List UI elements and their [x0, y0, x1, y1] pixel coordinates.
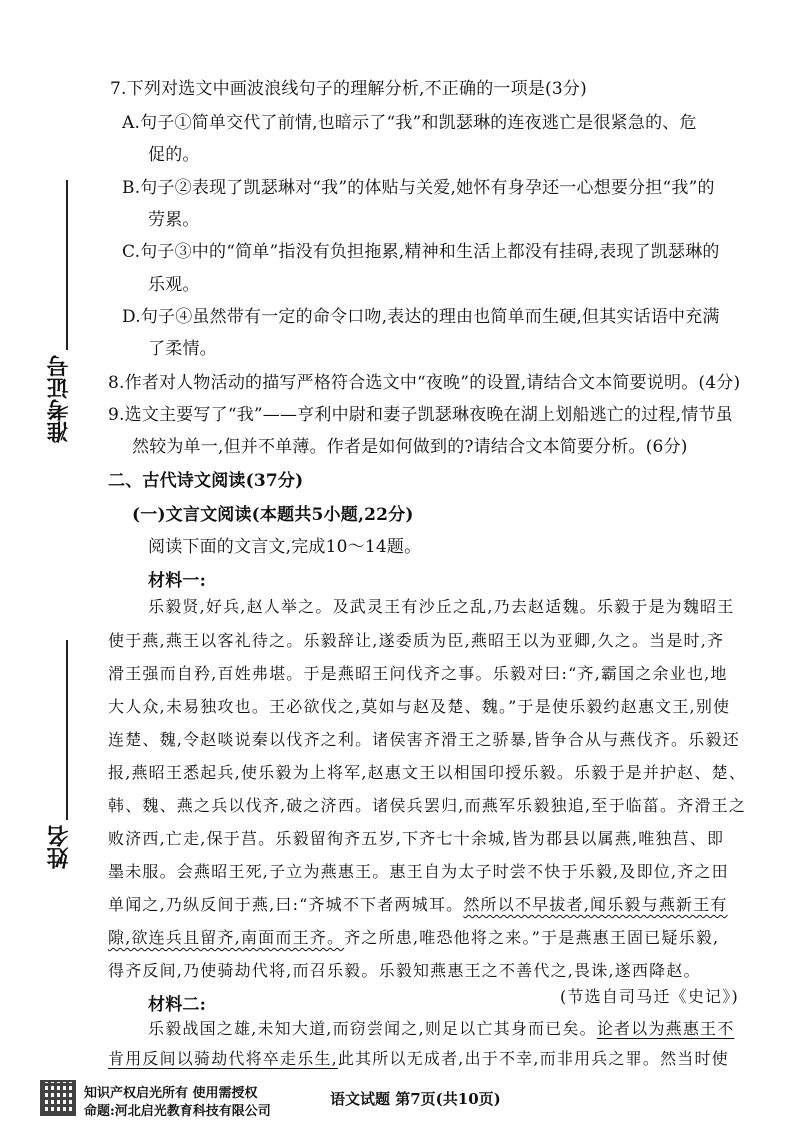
exam-id-label: 准考证号 [47, 355, 72, 443]
q8: 8.作者对人物活动的描写严格符合选文中“夜晚”的设置,请结合文本简要说明。(4分) [108, 373, 741, 393]
q7-option-a-line1: A.句子①简单交代了前情,也暗示了“我”和凯瑟琳的连夜逃亡是很紧急的、危 [122, 113, 697, 133]
exam-id-line [66, 180, 68, 350]
section2-instruction: 阅读下面的文言文,完成10～14题。 [148, 537, 422, 557]
wavy-underlined-sentence: 然所以不早拔者,闻乐毅与燕新王有 [463, 895, 728, 914]
material1-line: 得齐反间,乃使骑劫代将,而召乐毅。乐毅知燕惠王之不善代之,畏诛,遂西降赵。 [108, 961, 701, 980]
wavy-underlined-sentence: 隙,欲连兵且留齐,南面而王齐。 [108, 928, 345, 947]
material1-line [108, 892, 728, 915]
material2-line [148, 1016, 734, 1039]
material1-line: 报,燕昭王悉起兵,使乐毅为上将军,赵惠文王以相国印授乐毅。乐毅于是并护赵、楚、 [108, 763, 747, 782]
material1-source: (节选自司马迁《史记》) [560, 987, 739, 1006]
material1-line: 滑王强而自矜,百姓弗堪。于是燕昭王问伐齐之事。乐毅对曰:“齐,霸国之余业也,地 [108, 664, 728, 683]
q7-option-d-line2: 了柔情。 [148, 339, 217, 359]
material2-title: 材料二: [148, 995, 207, 1015]
underlined-sentence: 肯用反间以骑劫代将卒走乐生, [108, 1049, 338, 1068]
q7-option-a-line2: 促的。 [148, 145, 200, 165]
q9-line2: 然较为单一,但并不单薄。作者是如何做到的?请结合文本简要分析。(6分) [132, 437, 688, 457]
q7-option-c-line2: 乐观。 [148, 275, 200, 295]
material2-text: 此其所以无成者,出于不幸,而非用兵之罪。然当时使 [337, 1049, 729, 1068]
footer-copyright: 知识产权启光所有 使用需授权 [84, 1086, 258, 1101]
material1-text: 单闻之,乃纵反间于燕,曰:“齐城不下者两城耳。 [108, 895, 464, 914]
material1-title: 材料一: [148, 571, 207, 591]
q7-option-b-line1: B.句子②表现了凯瑟琳对“我”的体贴与关爱,她怀有身孕还一心想要分担“我”的 [122, 178, 715, 198]
material1-line: 大人众,未易独攻也。王必欲伐之,莫如与赵及楚、魏。”于是使乐毅约赵惠文王,别使 [108, 697, 731, 716]
material1-line: 乐毅贤,好兵,赵人举之。及武灵王有沙丘之乱,乃去赵适魏。乐毅于是为魏昭王 [148, 597, 735, 616]
name-label: 姓名 [47, 825, 72, 869]
section2-subtitle: (一)文言文阅读(本题共5小题,22分) [132, 505, 414, 525]
q7-option-d-line1: D.句子④虽然带有一定的命令口吻,表达的理由也简单而生硬,但其实话语中充满 [122, 307, 720, 327]
q7-option-b-line2: 劳累。 [148, 210, 200, 230]
footer-publisher: 命题:河北启光教育科技有限公司 [84, 1104, 271, 1119]
section2-title: 二、古代诗文阅读(37分) [108, 471, 304, 491]
material1-line: 连楚、魏,令赵啖说秦以伐齐之利。诸侯害齐滑王之骄暴,皆争合从与燕伐齐。乐毅还 [108, 730, 740, 749]
material1-line: 败济西,亡走,保于莒。乐毅留徇齐五岁,下齐七十余城,皆为郡县以属燕,唯独莒、即 [108, 829, 725, 848]
underlined-sentence: 论者以为燕惠王不 [596, 1019, 735, 1038]
qr-code-icon [40, 1080, 76, 1116]
material1-text: 齐之所患,唯恐他将之来。”于是燕惠王固已疑乐毅, [344, 928, 720, 947]
material1-line [108, 925, 719, 948]
q9-line1: 9.选文主要写了“我”——亨利中尉和妻子凯瑟琳夜晚在湖上划船逃亡的过程,情节虽 [108, 405, 733, 425]
q7-stem: 7.下列对选文中画波浪线句子的理解分析,不正确的一项是(3分) [110, 79, 587, 99]
material1-line: 韩、魏、燕之兵以伐齐,破之济西。诸侯兵罢归,而燕军乐毅独追,至于临菑。齐滑王之 [108, 796, 747, 815]
name-line [66, 640, 68, 820]
material1-line: 使于燕,燕王以客礼待之。乐毅辞让,遂委质为臣,燕昭王以为亚卿,久之。当是时,齐 [108, 631, 725, 650]
material2-line [108, 1046, 729, 1069]
footer-page-number: 语文试题 第7页(共10页) [330, 1090, 501, 1108]
material2-text: 乐毅战国之雄,未知大道,而窃尝闻之,则足以亡其身而已矣。 [148, 1019, 597, 1038]
material1-line: 墨未服。会燕昭王死,子立为燕惠王。惠王自为太子时尝不快于乐毅,及即位,齐之田 [108, 862, 729, 881]
q7-option-c-line1: C.句子③中的“简单”指没有负担拖累,精神和生活上都没有挂碍,表现了凯瑟琳的 [122, 242, 720, 262]
